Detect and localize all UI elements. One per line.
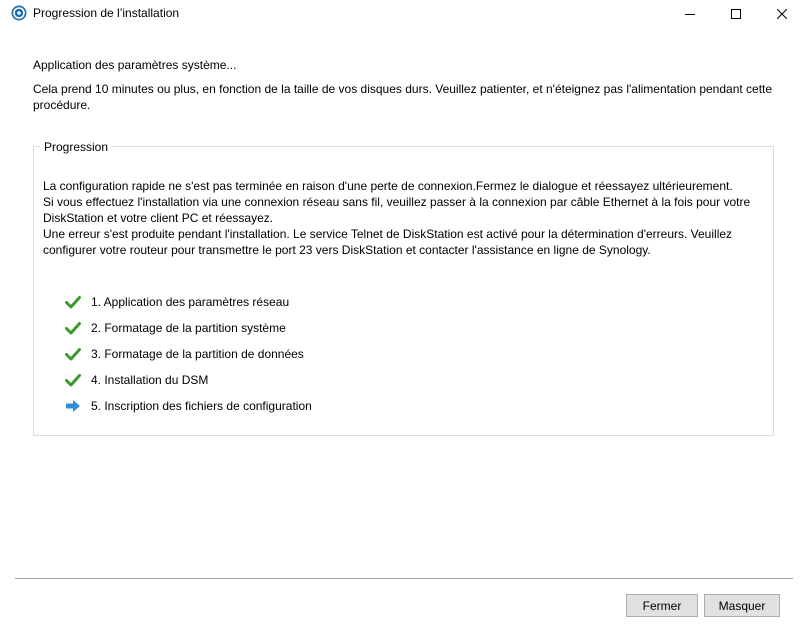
check-icon: [65, 372, 81, 388]
minimize-icon: [685, 9, 695, 19]
maximize-icon: [731, 9, 741, 19]
error-message-line: Si vous effectuez l'installation via une connexion réseau sans fil, veuillez passer à la connexion par câble Ethernet à la fois pour votre DiskStation et votre client PC et réessayez.: [43, 195, 751, 225]
error-message: [43, 178, 768, 258]
check-icon: [65, 320, 81, 336]
progress-group: [33, 140, 774, 436]
error-message-line: La configuration rapide ne s'est pas terminée en raison d'une perte de connexion.Fermez le dialogue et réessayez ultérieurement.: [43, 179, 733, 193]
step-item: [65, 371, 208, 389]
close-button[interactable]: Fermer: [626, 594, 698, 617]
error-message-line: Une erreur s'est produite pendant l'installation. Le service Telnet de DiskStation est activé pour la détermination d'erreurs. Veuillez configurer votre routeur pour transmettre le port 23 vers DiskStation et contacter l'assistance en ligne de Synology.: [43, 227, 733, 257]
check-icon: [65, 294, 81, 310]
synology-app-icon: [11, 5, 27, 21]
step-label: 5. Inscription des fichiers de configuration: [91, 399, 312, 413]
step-item: [65, 345, 304, 363]
maximize-button[interactable]: [713, 0, 759, 27]
footer-divider: [15, 578, 793, 579]
step-item: [65, 319, 286, 337]
progress-group-legend: Progression: [40, 139, 112, 155]
step-item: [65, 293, 289, 311]
status-description: Cela prend 10 minutes ou plus, en fonction de la taille de vos disques durs. Veuillez patienter, et n'éteignez pas l'alimentation pendant cette procédure.: [33, 82, 773, 112]
step-label: 4. Installation du DSM: [91, 373, 209, 387]
arrow-right-icon: [65, 398, 81, 414]
hide-button[interactable]: Masquer: [704, 594, 780, 617]
status-heading: Application des paramètres système...: [33, 58, 237, 72]
check-icon: [65, 346, 81, 362]
title-bar: [0, 0, 807, 27]
step-label: 1. Application des paramètres réseau: [91, 295, 290, 309]
step-label: 3. Formatage de la partition de données: [91, 347, 304, 361]
window-title: Progression de l’installation: [33, 6, 180, 20]
close-icon: [777, 9, 787, 19]
close-window-button[interactable]: [759, 0, 805, 27]
step-label: 2. Formatage de la partition système: [91, 321, 286, 335]
minimize-button[interactable]: [667, 0, 713, 27]
step-item: [65, 397, 312, 415]
